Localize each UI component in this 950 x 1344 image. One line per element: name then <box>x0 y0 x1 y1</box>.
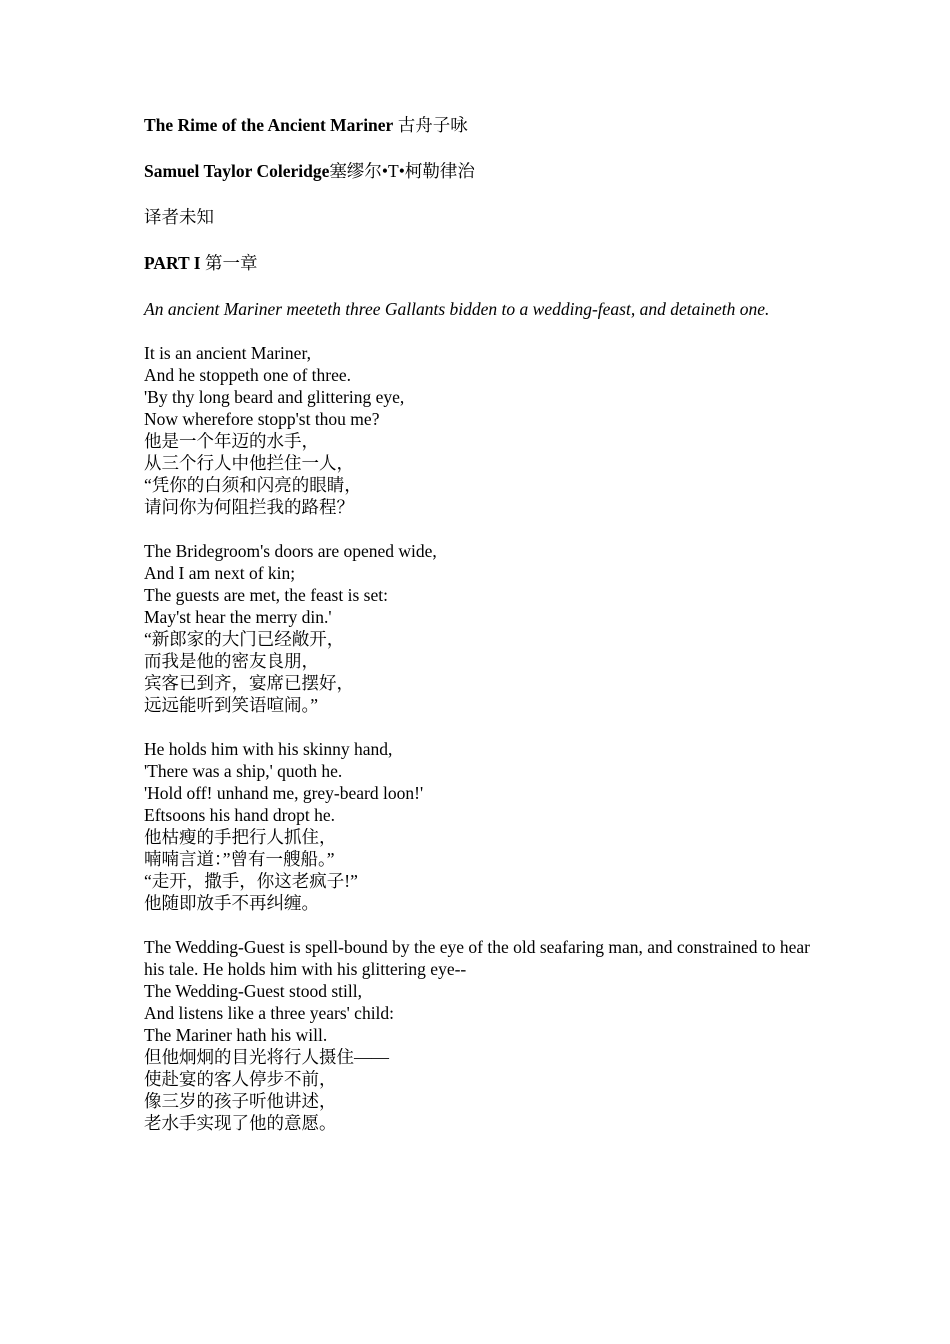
verse-line: 喃喃言道：”曾有一艘船。” <box>144 849 335 869</box>
verse-line: Eftsoons his hand dropt he. <box>144 805 336 825</box>
verse-line: 他随即放手不再纠缠。 <box>144 893 319 913</box>
verse-line: 老水手实现了他的意愿。 <box>144 1113 337 1133</box>
title-english: The Rime of the Ancient Mariner <box>144 115 394 135</box>
part-chinese: 第一章 <box>204 253 258 273</box>
verse-line: It is an ancient Mariner, <box>144 343 311 363</box>
stanza-1 <box>144 342 824 518</box>
verse-line: 从三个行人中他拦住一人， <box>144 453 354 473</box>
verse-line: 而我是他的密友良朋， <box>144 651 319 671</box>
stanza-2 <box>144 540 824 716</box>
title-line <box>144 114 824 136</box>
verse-line: May'st hear the merry din.' <box>144 607 332 627</box>
verse-line: “新郎家的大门已经敞开， <box>144 629 345 649</box>
verse-line: The Mariner hath his will. <box>144 1025 328 1045</box>
verse-line: 请问你为何阻拦我的路程？ <box>144 497 354 517</box>
gloss-paragraph-2: The Wedding-Guest is spell-bound by the eye of the old seafaring man, and constrained to hear his tale. He holds him with his glittering eye-- <box>144 937 810 979</box>
verse-line: 但他炯炯的目光将行人摄住—— <box>144 1047 389 1067</box>
author-chinese: 塞缪尔•T•柯勒律治 <box>329 161 475 181</box>
verse-line: 'There was a ship,' quoth he. <box>144 761 343 781</box>
gloss-paragraph-1: An ancient Mariner meeteth three Gallants bidden to a wedding-feast, and detaineth one. <box>144 299 770 319</box>
verse-line: 'Hold off! unhand me, grey-beard loon!' <box>144 783 424 803</box>
verse-line: The Bridegroom's doors are opened wide, <box>144 541 437 561</box>
verse-line: He holds him with his skinny hand, <box>144 739 393 759</box>
verse-line: The Wedding-Guest stood still, <box>144 981 362 1001</box>
verse-line: And he stoppeth one of three. <box>144 365 352 385</box>
verse-line: And listens like a three years' child: <box>144 1003 395 1023</box>
author-line <box>144 160 824 182</box>
verse-line: 'By thy long beard and glittering eye, <box>144 387 405 407</box>
verse-line: 远远能听到笑语喧闹。” <box>144 695 319 715</box>
verse-line: 他枯瘦的手把行人抓住， <box>144 827 337 847</box>
part-heading <box>144 252 824 274</box>
verse-line: The guests are met, the feast is set: <box>144 585 388 605</box>
verse-line: 像三岁的孩子听他讲述， <box>144 1091 337 1111</box>
verse-line: “凭你的白须和闪亮的眼睛， <box>144 475 362 495</box>
verse-line: 宾客已到齐，宴席已摆好， <box>144 673 354 693</box>
translator-line: 译者未知 <box>144 207 214 227</box>
part-english: PART I <box>144 253 201 273</box>
document-page <box>144 114 824 1156</box>
verse-line: 他是一个年迈的水手， <box>144 431 319 451</box>
verse-line: “走开，撒手，你这老疯子!” <box>144 871 358 891</box>
verse-line: Now wherefore stopp'st thou me? <box>144 409 380 429</box>
author-english: Samuel Taylor Coleridge <box>144 161 330 181</box>
stanza-3 <box>144 738 824 914</box>
stanza-4 <box>144 936 824 1134</box>
title-chinese: 古舟子咏 <box>397 115 468 135</box>
verse-line: 使赴宴的客人停步不前， <box>144 1069 337 1089</box>
verse-line: And I am next of kin; <box>144 563 296 583</box>
